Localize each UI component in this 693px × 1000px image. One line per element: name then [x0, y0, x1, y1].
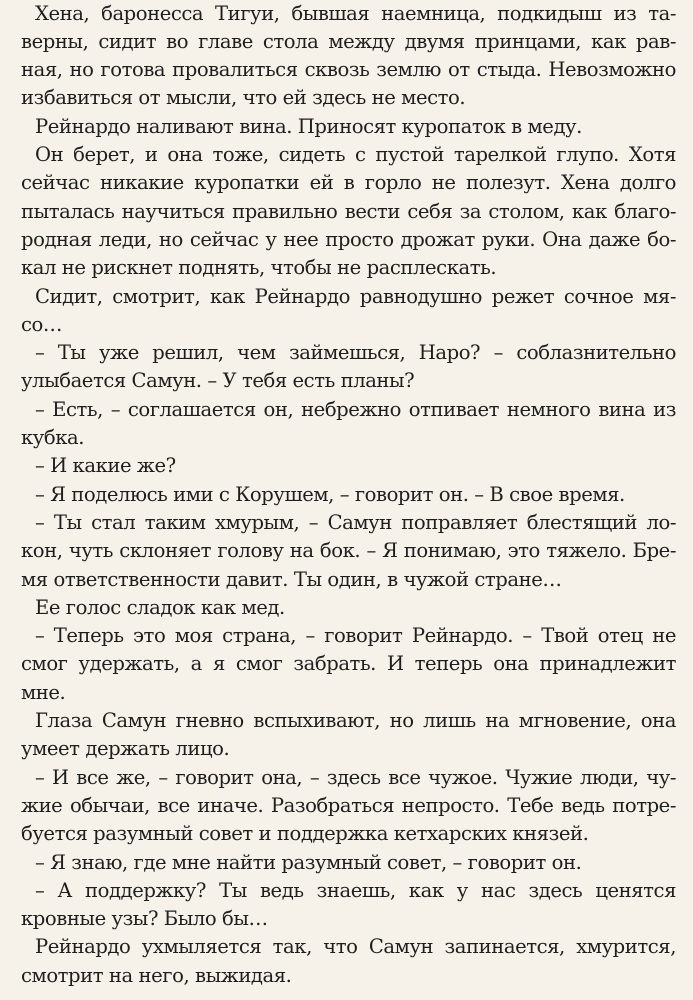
book-page [21, 0, 676, 1000]
text-line: родная леди, но сейчас у нее просто дрожат руки. Она даже бо- [21, 228, 676, 251]
text-line: Он берет, и она тоже, сидеть с пустой тарелкой глупо. Хотя [35, 143, 676, 166]
text-line: кон, чуть склоняет голову на бок. – Я понимаю, это тяжело. Бре- [21, 539, 676, 562]
text-line: пыталась научиться правильно вести себя за столом, как благо- [21, 200, 676, 223]
text-line: избавиться от мысли, что ей здесь не место. [21, 86, 466, 109]
text-line: кровные узы? Было бы… [21, 907, 268, 930]
text-line: Рейнардо ухмыляется так, что Самун запинается, хмурится, [35, 935, 676, 958]
text-line: сейчас никакие куропатки ей в горло не полезут. Хена долго [21, 171, 676, 194]
text-line: Ее голос сладок как мед. [35, 596, 285, 619]
text-line: Рейнардо наливают вина. Приносят куропаток в меду. [35, 115, 582, 138]
text-line: Сидит, смотрит, как Рейнардо равнодушно режет сочное мя- [35, 285, 676, 308]
text-line: – Ты уже решил, чем займешься, Наро? – соблазнительно [35, 341, 676, 364]
text-line: Хена, баронесса Тигуи, бывшая наемница, подкидыш из та- [35, 2, 676, 25]
text-line: мне. [21, 681, 66, 704]
text-line: – И все же, – говорит она, – здесь все чужое. Чужие люди, чу- [35, 766, 676, 789]
text-line: кубка. [21, 426, 85, 449]
text-line: со… [21, 313, 63, 336]
text-line: смотрит на него, выжидая. [21, 964, 292, 987]
text-line: ная, но готова провалиться сквозь землю от стыда. Невозможно [21, 58, 676, 81]
text-line: жие обычаи, все иначе. Разобраться непросто. Тебе ведь потре- [21, 794, 676, 817]
text-line: – Теперь это моя страна, – говорит Рейнардо. – Твой отец не [35, 624, 676, 647]
text-line: смог удержать, а я смог забрать. И теперь она принадлежит [21, 652, 676, 675]
text-line: умеет держать лицо. [21, 737, 230, 760]
text-line: буется разумный совет и поддержка кетхарских князей. [21, 822, 589, 845]
text-line: – Я знаю, где мне найти разумный совет, – говорит он. [35, 851, 582, 874]
text-line: – Ты стал таким хмурым, – Самун поправляет блестящий ло- [35, 511, 676, 534]
text-line: верны, сидит во главе стола между двумя принцами, как рав- [21, 30, 676, 53]
text-line: – А поддержку? Ты ведь знаешь, как у нас здесь ценятся [35, 879, 676, 902]
text-line: – Я поделюсь ими с Корушем, – говорит он. – В свое время. [35, 483, 625, 506]
text-line: улыбается Самун. – У тебя есть планы? [21, 369, 415, 392]
text-line: мя ответственности давит. Ты один, в чужой стране… [21, 568, 562, 591]
text-line: кал не рискнет поднять, чтобы не расплескать. [21, 256, 497, 279]
text-line: – Есть, – соглашается он, небрежно отпивает немного вина из [35, 398, 676, 421]
text-line: Глаза Самун гневно вспыхивают, но лишь на мгновение, она [35, 709, 676, 732]
text-line: – И какие же? [35, 454, 176, 477]
